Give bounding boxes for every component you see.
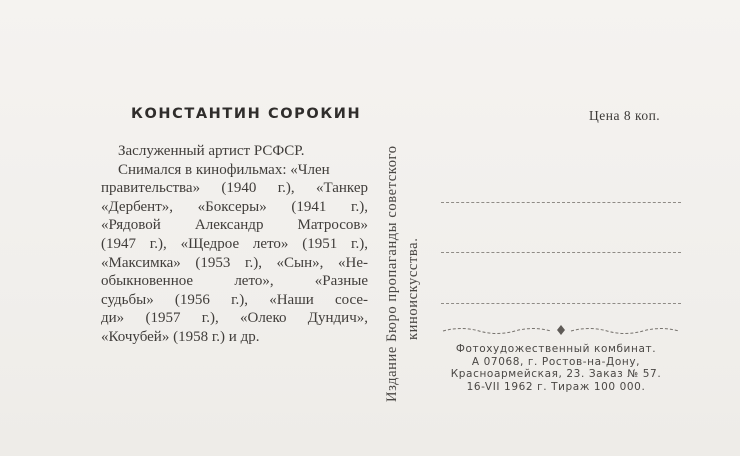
bio-line: правительства» (1940 г.), «Танкер [101,180,368,197]
biography-text [101,142,368,347]
imprint-line: 16-VII 1962 г. Тираж 100 000. [466,380,646,393]
publisher-line: Издание Бюро пропаганды советского [384,145,400,402]
imprint-line: А 07068, г. Ростов-на-Дону, [471,355,641,368]
bio-line: обыкновенное лето», «Разные [101,273,368,290]
bio-line: Заслуженный артист РСФСР. [118,143,305,159]
publisher-vertical-text [382,72,424,402]
bio-line: Снимался в кинофильмах: «Член [118,161,330,178]
imprint-line: Фотохудожественный комбинат. [455,343,657,355]
address-line [441,252,681,253]
publisher-line: киноискусства. [405,237,421,340]
bio-line: (1947 г.), «Щедрое лето» (1951 г.), [101,235,368,252]
bio-line: судьбы» (1956 г.), «Наши сосе- [101,291,368,308]
printer-imprint [436,343,676,393]
bio-line: «Рядовой Александр Матросов» [101,217,368,234]
bio-line: «Кочубей» (1958 г.) и др. [101,328,260,345]
address-line [441,202,681,203]
ornament-divider [441,322,681,336]
bio-line: «Максимка» (1953 г.), «Сын», «Не- [101,254,368,271]
bio-line: «Дербент», «Боксеры» (1941 г.), [101,198,368,215]
price-label: Цена 8 коп. [589,108,661,123]
actor-name: КОНСТАНТИН СОРОКИН [131,106,362,122]
address-line [441,303,681,304]
imprint-line: Красноармейская, 23. Заказ № 57. [450,368,662,381]
bio-line: ди» (1957 г.), «Олеко Дундич», [101,310,368,327]
